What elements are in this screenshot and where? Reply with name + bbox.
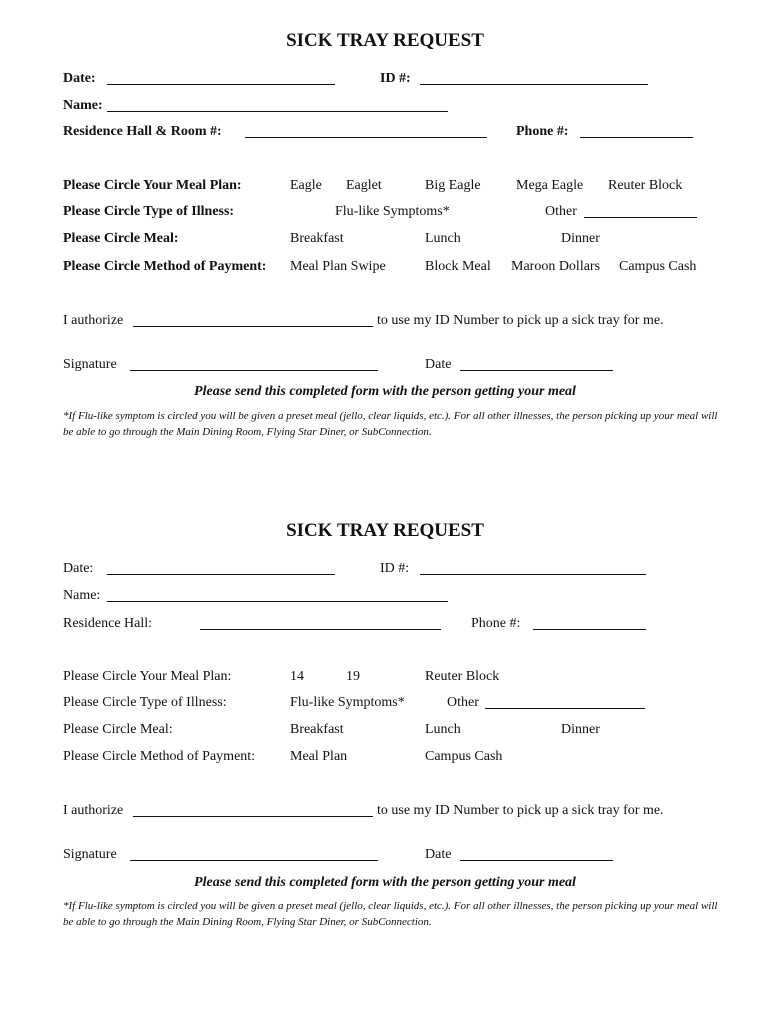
payment-label: Please Circle Method of Payment: [63,749,256,764]
sig-date-label: Date [425,357,452,372]
illness-other-field[interactable] [584,217,697,218]
signature-label: Signature [63,357,117,372]
payment-option[interactable]: Campus Cash [425,749,503,764]
authorize-suffix: to use my ID Number to pick up a sick tray for me. [377,803,664,818]
phone-label: Phone #: [471,616,521,631]
payment-option[interactable]: Meal Plan [290,749,348,764]
authorize-prefix: I authorize [63,313,124,328]
name-field[interactable] [107,111,448,112]
authorize-field[interactable] [133,816,373,817]
meal-plan-option[interactable]: Big Eagle [425,178,481,193]
name-label: Name: [63,98,103,113]
instruction: Please send this completed form with the person getting your meal [194,384,576,399]
meal-plan-option[interactable]: Eaglet [346,178,382,193]
meal-plan-label: Please Circle Your Meal Plan: [63,178,242,193]
authorize-prefix: I authorize [63,803,124,818]
payment-option[interactable]: Campus Cash [619,259,697,274]
meal-option[interactable]: Breakfast [290,722,344,737]
meal-label: Please Circle Meal: [63,722,173,737]
meal-option[interactable]: Dinner [561,231,600,246]
meal-plan-option[interactable]: 14 [290,669,304,684]
sig-date-field[interactable] [460,860,613,861]
footnote: *If Flu-like symptom is circled you will be given a preset meal (jello, clear liquids, etc.). For all other illnesses, the person picking up your meal will be able to go through the Main Dining Room, Flying Star Diner, or SubConnection. [63,900,718,928]
instruction: Please send this completed form with the person getting your meal [194,875,576,890]
phone-field[interactable] [533,629,646,630]
illness-label: Please Circle Type of Illness: [63,204,235,219]
name-label: Name: [63,588,101,603]
illness-option[interactable]: Other [447,695,479,710]
meal-label: Please Circle Meal: [63,231,179,246]
meal-plan-option[interactable]: Reuter Block [425,669,500,684]
id-label: ID #: [380,561,410,576]
authorize-field[interactable] [133,326,373,327]
signature-field[interactable] [130,370,378,371]
footnote: *If Flu-like symptom is circled you will be given a preset meal (jello, clear liquids, etc.). For all other illnesses, the person picking up your meal will be able to go through the Main Dining Room, Flying Star Diner, or SubConnection. [63,410,718,438]
id-field[interactable] [420,574,646,575]
meal-option[interactable]: Lunch [425,722,461,737]
form-title: SICK TRAY REQUEST [286,30,484,51]
meal-plan-option[interactable]: Mega Eagle [516,178,584,193]
date-field[interactable] [107,84,335,85]
date-label: Date: [63,561,94,576]
illness-other-field[interactable] [485,708,645,709]
sig-date-label: Date [425,847,452,862]
payment-option[interactable]: Block Meal [425,259,491,274]
form-title: SICK TRAY REQUEST [286,520,484,541]
residence-label: Residence Hall & Room #: [63,124,222,139]
phone-field[interactable] [580,137,693,138]
residence-field[interactable] [245,137,487,138]
residence-field[interactable] [200,629,441,630]
meal-plan-label: Please Circle Your Meal Plan: [63,669,232,684]
meal-plan-option[interactable]: Eagle [290,178,322,193]
illness-label: Please Circle Type of Illness: [63,695,227,710]
residence-label: Residence Hall: [63,616,153,631]
meal-option[interactable]: Dinner [561,722,600,737]
payment-label: Please Circle Method of Payment: [63,259,267,274]
phone-label: Phone #: [516,124,569,139]
signature-field[interactable] [130,860,378,861]
date-field[interactable] [107,574,335,575]
illness-option[interactable]: Flu-like Symptoms* [335,204,450,219]
name-field[interactable] [107,601,448,602]
date-label: Date: [63,71,96,86]
authorize-suffix: to use my ID Number to pick up a sick tray for me. [377,313,664,328]
meal-option[interactable]: Breakfast [290,231,344,246]
payment-option[interactable]: Meal Plan Swipe [290,259,386,274]
id-label: ID #: [380,71,411,86]
meal-plan-option[interactable]: Reuter Block [608,178,683,193]
signature-label: Signature [63,847,117,862]
meal-option[interactable]: Lunch [425,231,461,246]
sig-date-field[interactable] [460,370,613,371]
meal-plan-option[interactable]: 19 [346,669,360,684]
id-field[interactable] [420,84,648,85]
payment-option[interactable]: Maroon Dollars [511,259,601,274]
illness-option[interactable]: Flu-like Symptoms* [290,695,405,710]
illness-option[interactable]: Other [545,204,577,219]
